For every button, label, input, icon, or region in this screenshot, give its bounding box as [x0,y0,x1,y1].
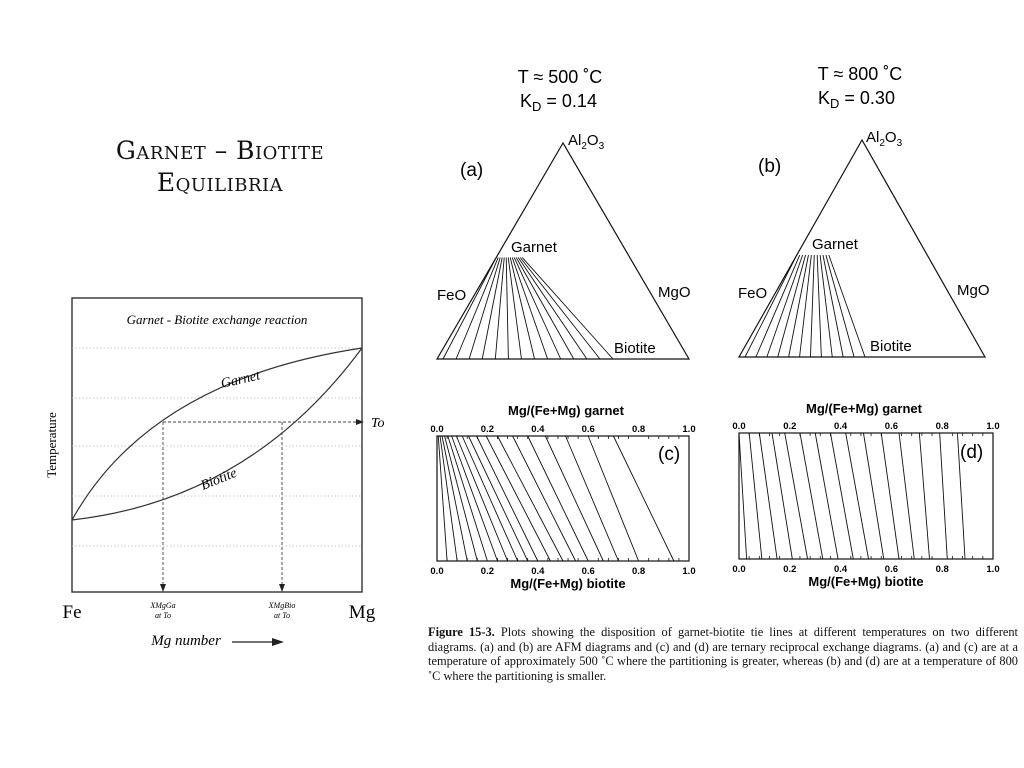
tie-line [522,257,613,359]
tie-line [462,436,517,561]
garnet-curve-label: Garnet [219,368,262,392]
bottom-tick-label: 0.4 [531,566,545,577]
top-tick-label: 0.0 [732,421,746,432]
tie-line [508,257,521,359]
tie-line [919,433,929,559]
tie-line [767,255,803,357]
bottom-tick-label: 0.0 [732,564,746,575]
bottom-tick-label: 0.2 [783,564,797,575]
panel-b-biotite-label: Biotite [870,338,912,355]
slide-title-line-1: Garnet – Biotite [115,136,325,165]
panel-a-tie-lines [443,257,613,359]
tie-line [815,433,838,559]
tie-line [456,436,507,561]
panel-c-label: (c) [658,444,681,465]
biotite-curve-label: Biotite [198,465,240,494]
exchange-plot [44,298,385,649]
xmgga-label-line-1: XMgGa [150,601,176,610]
bottom-tick-label: 0.8 [935,564,949,575]
tie-line [510,257,534,359]
exchange-plot-title: Garnet - Biotite exchange reaction [126,312,308,327]
xmgbio-arrowhead [279,584,285,592]
panel-a-apex-label: $Al_2O_3$ [568,132,605,152]
exchange-plot-frame [72,298,362,592]
top-tick-label: 1.0 [682,424,696,435]
bottom-tick-label: 1.0 [682,566,696,577]
xmgga-arrowhead [160,584,166,592]
panel-b-tie-lines [745,255,865,357]
tie-line [846,433,869,559]
tie-line [800,433,823,559]
panel-c-bottom-axis-title: Mg/(Fe+Mg) biotite [510,576,626,591]
panel-c-top-axis-title: Mg/(Fe+Mg) garnet [508,403,624,418]
tie-line [817,255,821,357]
tie-line [528,436,588,561]
panel-d-top-axis-title: Mg/(Fe+Mg) garnet [806,401,922,416]
tie-line [520,257,600,359]
tie-line [469,257,500,359]
exchange-plot-gridlines [72,348,362,546]
to-arrowhead [356,419,364,425]
tie-line [452,436,498,561]
panel-d-label: (d) [960,442,984,463]
tie-line [739,433,747,559]
top-tick-label: 0.2 [783,421,797,432]
panel-b-feo-label: FeO [738,285,768,302]
panel-a-label: (a) [460,160,484,181]
panel-a [437,67,691,359]
tie-line [899,433,914,559]
bottom-tick-label: 1.0 [986,564,1000,575]
xmgbio-label-line-2: at To [274,611,290,620]
tie-line [516,257,574,359]
tie-line [443,257,496,359]
tie-line [513,436,576,561]
figure-caption-label: Figure 15-3. [428,625,495,639]
panel-a-biotite-label: Biotite [614,340,656,357]
tie-line [829,255,865,357]
panel-d-tie-lines [739,433,965,559]
panel-b-kd: $K_D = 0.30$ [818,88,895,111]
panel-b-apex-label: $Al_2O_3$ [866,129,903,149]
tie-line [545,436,603,561]
tie-line [445,436,478,561]
tie-line [514,257,560,359]
tie-line [881,433,899,559]
tie-line [940,433,948,559]
biotite-curve [72,348,362,520]
tie-line [810,255,814,357]
panel-b-temperature: T ≈ 800 ˚C [817,64,903,84]
tie-line [566,436,619,561]
panel-a-garnet-label: Garnet [511,239,557,256]
panel-b-garnet-label: Garnet [812,236,858,253]
tie-line [830,433,853,559]
bottom-tick-label: 0.4 [833,564,848,575]
mg-number-label: Mg number [151,633,221,649]
tie-line [506,257,508,359]
tie-line [512,257,547,359]
tie-line [749,433,762,559]
tie-line [772,433,792,559]
top-tick-label: 0.8 [935,421,949,432]
fe-end-label: Fe [62,602,82,623]
panel-b-label: (b) [758,156,782,177]
bottom-tick-label: 0.0 [430,566,444,577]
tie-line [495,257,504,359]
tie-line [745,255,797,357]
garnet-curve [72,348,362,520]
panel-c-ticks [430,424,695,577]
bottom-tick-label: 0.6 [884,564,899,575]
tie-line [863,433,883,559]
top-tick-label: 0.4 [833,421,848,432]
panel-c [430,403,695,591]
panel-a-feo-label: FeO [437,287,467,304]
tie-line [588,436,638,561]
panel-a-mgo-label: MgO [658,284,691,301]
bottom-tick-label: 0.8 [631,566,646,577]
panel-d-bottom-axis-title: Mg/(Fe+Mg) biotite [808,574,924,589]
mg-end-label: Mg [348,602,376,623]
top-tick-label: 0.0 [430,424,444,435]
top-tick-label: 0.6 [581,424,595,435]
panel-a-kd: $K_D = 0.14$ [520,91,597,114]
tie-line [448,436,488,561]
tie-line [469,436,528,561]
figure-caption [428,625,1018,683]
panel-d-frame [739,433,993,559]
panel-b [738,64,990,357]
bottom-tick-label: 0.6 [581,566,595,577]
panel-b-mgo-label: MgO [957,282,990,299]
figure-caption-text: Plots showing the disposition of garnet-biotite tie lines at different temperatures on two different diagrams. (a) and (b) are AFM diagrams and (c) and (d) are ternary reciprocal exchange diagrams. (a) and (c) are at a temperature of approximately 500 ˚C where the partitioning is greater, whereas (b) and (d) are at a temperature of 800 ˚C where the partitioning is smaller. [428,625,1018,683]
bottom-tick-label: 0.2 [480,566,495,577]
panel-c-tie-lines [437,436,674,561]
tie-line [756,255,800,357]
to-label: To [371,416,385,431]
top-tick-label: 1.0 [986,421,1000,432]
top-tick-label: 0.2 [480,424,495,435]
top-tick-label: 0.6 [884,421,899,432]
tie-line [759,433,777,559]
mg-number-arrowhead [272,638,284,646]
panel-a-temperature: T ≈ 500 ˚C [517,67,603,87]
top-tick-label: 0.4 [531,424,545,435]
xmgbio-label-line-1: XMgBio [268,601,296,610]
xmgga-label-line-2: at To [155,611,171,620]
tie-line [518,257,587,359]
panel-d [732,401,999,589]
tie-line [486,436,550,561]
tie-line [785,433,808,559]
slide-title-line-2: Equilibria [156,168,284,197]
top-tick-label: 0.8 [631,424,646,435]
temperature-axis-label: Temperature [44,412,59,478]
